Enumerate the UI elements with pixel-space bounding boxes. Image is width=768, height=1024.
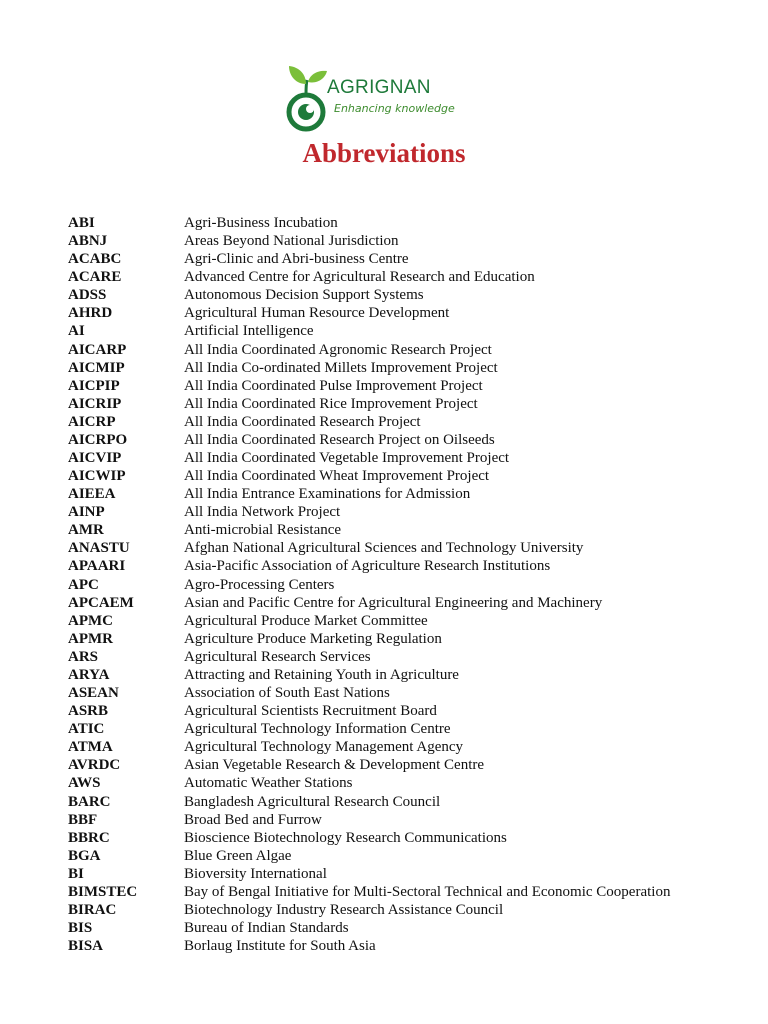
abbreviation: ACARE	[68, 269, 122, 286]
list-item	[68, 485, 748, 503]
list-item	[68, 467, 748, 485]
abbreviation-expansion: Agro-Processing Centers	[184, 576, 335, 593]
abbreviation: ABI	[68, 215, 95, 231]
list-item	[68, 702, 748, 720]
abbreviation: BARC	[68, 793, 111, 810]
abbreviation-expansion: Broad Bed and Furrow	[184, 811, 322, 828]
abbreviation-expansion: Afghan National Agricultural Sciences and Technology University	[184, 540, 584, 557]
abbreviation-expansion: Biotechnology Industry Research Assistance Council	[184, 901, 504, 918]
list-item	[68, 865, 748, 883]
list-item	[68, 377, 748, 395]
list-item	[68, 937, 748, 955]
list-item	[68, 431, 748, 449]
abbreviation-expansion: All India Coordinated Research Project	[184, 413, 421, 430]
list-item	[68, 557, 748, 575]
abbreviation-expansion: Bangladesh Agricultural Research Council	[184, 793, 441, 810]
abbreviation-expansion: Bioscience Biotechnology Research Communications	[184, 829, 507, 846]
abbreviation-expansion: Asian and Pacific Centre for Agricultural Engineering and Machinery	[184, 594, 603, 611]
abbreviation-expansion: Bay of Bengal Initiative for Multi-Sectoral Technical and Economic Cooperation	[184, 883, 671, 900]
logo-tagline: Enhancing knowledge	[334, 102, 455, 115]
list-item	[68, 322, 748, 340]
list-item	[68, 774, 748, 792]
list-item	[68, 811, 748, 829]
abbreviation: ASRB	[68, 703, 109, 720]
abbreviation-list	[68, 214, 748, 955]
list-item	[68, 666, 748, 684]
abbreviation-expansion: All India Coordinated Agronomic Research Project	[184, 341, 492, 358]
abbreviation: BIS	[68, 920, 93, 937]
abbreviation: APAARI	[68, 558, 126, 575]
abbreviation: AVRDC	[68, 757, 121, 774]
abbreviation-expansion: Agriculture Produce Marketing Regulation	[184, 630, 442, 647]
abbreviation: AICRIP	[68, 395, 122, 412]
list-item	[68, 919, 748, 937]
abbreviation-expansion: Agricultural Technology Management Agency	[184, 739, 464, 756]
list-item	[68, 304, 748, 322]
list-item	[68, 576, 748, 594]
abbreviation-expansion: Agricultural Produce Market Committee	[184, 612, 428, 629]
abbreviation: AICWIP	[68, 468, 126, 485]
abbreviation-expansion: Blue Green Algae	[184, 847, 292, 864]
list-item	[68, 539, 748, 557]
abbreviation: BIRAC	[68, 901, 117, 918]
abbreviation: AWS	[68, 775, 101, 792]
list-item	[68, 756, 748, 774]
logo-wordmark: AGRIGNAN	[327, 77, 431, 98]
abbreviation-expansion: All India Coordinated Wheat Improvement Project	[184, 468, 490, 485]
list-item	[68, 359, 748, 377]
abbreviation: AICRPO	[68, 431, 128, 448]
list-item	[68, 630, 748, 648]
list-item	[68, 720, 748, 738]
abbreviation: AHRD	[68, 305, 113, 322]
abbreviation-expansion: Agricultural Technology Information Centre	[184, 721, 451, 738]
abbreviation-expansion: Borlaug Institute for South Asia	[184, 938, 376, 955]
list-item	[68, 793, 748, 811]
list-item	[68, 449, 748, 467]
abbreviation: ABNJ	[68, 233, 108, 250]
agrignan-logo	[286, 62, 486, 136]
abbreviation-expansion: All India Coordinated Vegetable Improvement Project	[184, 450, 510, 467]
abbreviation-expansion: Advanced Centre for Agricultural Research and Education	[184, 269, 535, 286]
abbreviation: AIEEA	[68, 486, 116, 503]
abbreviation: ASEAN	[68, 685, 119, 702]
list-item	[68, 268, 748, 286]
list-item	[68, 847, 748, 865]
list-item	[68, 901, 748, 919]
abbreviation: AICMIP	[68, 359, 125, 376]
list-item	[68, 250, 748, 268]
abbreviation-expansion: Anti-microbial Resistance	[184, 522, 342, 539]
abbreviation: AINP	[68, 504, 105, 521]
abbreviation: ARYA	[68, 666, 110, 683]
abbreviation: ATMA	[68, 739, 113, 756]
abbreviation-expansion: Autonomous Decision Support Systems	[184, 287, 424, 304]
list-item	[68, 594, 748, 612]
list-item	[68, 413, 748, 431]
list-item	[68, 232, 748, 250]
list-item	[68, 738, 748, 756]
abbreviation-expansion: Asian Vegetable Research & Development Centre	[184, 757, 485, 774]
abbreviation: ACABC	[68, 251, 122, 268]
abbreviation-expansion: Asia-Pacific Association of Agriculture Research Institutions	[184, 558, 551, 575]
abbreviation-expansion: Bioversity International	[184, 865, 327, 882]
list-item	[68, 341, 748, 359]
abbreviation-expansion: All India Entrance Examinations for Admission	[184, 486, 471, 503]
abbreviation: APMR	[68, 630, 113, 647]
list-item	[68, 503, 748, 521]
list-item	[68, 684, 748, 702]
abbreviation-expansion: Association of South East Nations	[184, 685, 390, 702]
abbreviation-expansion: Agricultural Scientists Recruitment Board	[184, 703, 437, 720]
abbreviation-expansion: Agricultural Research Services	[184, 648, 371, 665]
page-title: Abbreviations	[302, 138, 466, 168]
abbreviation-expansion: Agricultural Human Resource Development	[184, 305, 450, 322]
abbreviation: ATIC	[68, 721, 105, 738]
abbreviation: ADSS	[68, 287, 107, 304]
abbreviation: BISA	[68, 938, 104, 955]
abbreviation-expansion: All India Coordinated Pulse Improvement Project	[184, 377, 483, 394]
abbreviation: AI	[68, 323, 85, 340]
list-item	[68, 612, 748, 630]
abbreviation-expansion: Artificial Intelligence	[184, 323, 314, 340]
abbreviation: BBF	[68, 811, 98, 828]
abbreviation: APCAEM	[68, 594, 134, 611]
abbreviation-expansion: All India Co-ordinated Millets Improvement Project	[184, 359, 498, 376]
abbreviation-expansion: Bureau of Indian Standards	[184, 920, 349, 937]
abbreviation-expansion: All India Coordinated Research Project on Oilseeds	[184, 431, 495, 448]
abbreviation: AICPIP	[68, 377, 120, 394]
list-item	[68, 829, 748, 847]
abbreviation: AICRP	[68, 413, 116, 430]
abbreviation: AICVIP	[68, 450, 122, 467]
abbreviation: APC	[68, 576, 99, 593]
list-item	[68, 214, 748, 232]
abbreviation: ANASTU	[68, 540, 130, 557]
abbreviation: AMR	[68, 522, 104, 539]
abbreviation: BIMSTEC	[68, 883, 138, 900]
list-item	[68, 648, 748, 666]
abbreviation-expansion: All India Network Project	[184, 504, 341, 521]
abbreviation: APMC	[68, 612, 113, 629]
abbreviation-expansion: Areas Beyond National Jurisdiction	[184, 233, 399, 250]
sprout-logo-icon	[286, 62, 330, 136]
list-item	[68, 395, 748, 413]
abbreviation: BGA	[68, 847, 101, 864]
abbreviation-expansion: Automatic Weather Stations	[184, 775, 353, 792]
abbreviation: BBRC	[68, 829, 110, 846]
list-item	[68, 521, 748, 539]
abbreviation-expansion: Agri-Business Incubation	[184, 215, 338, 231]
list-item	[68, 883, 748, 901]
abbreviation-expansion: Attracting and Retaining Youth in Agriculture	[184, 666, 459, 683]
list-item	[68, 286, 748, 304]
abbreviation: ARS	[68, 648, 99, 665]
abbreviation-expansion: All India Coordinated Rice Improvement Project	[184, 395, 478, 412]
abbreviation: BI	[68, 865, 84, 882]
abbreviation-expansion: Agri-Clinic and Abri-business Centre	[184, 251, 409, 268]
abbreviation: AICARP	[68, 341, 127, 358]
